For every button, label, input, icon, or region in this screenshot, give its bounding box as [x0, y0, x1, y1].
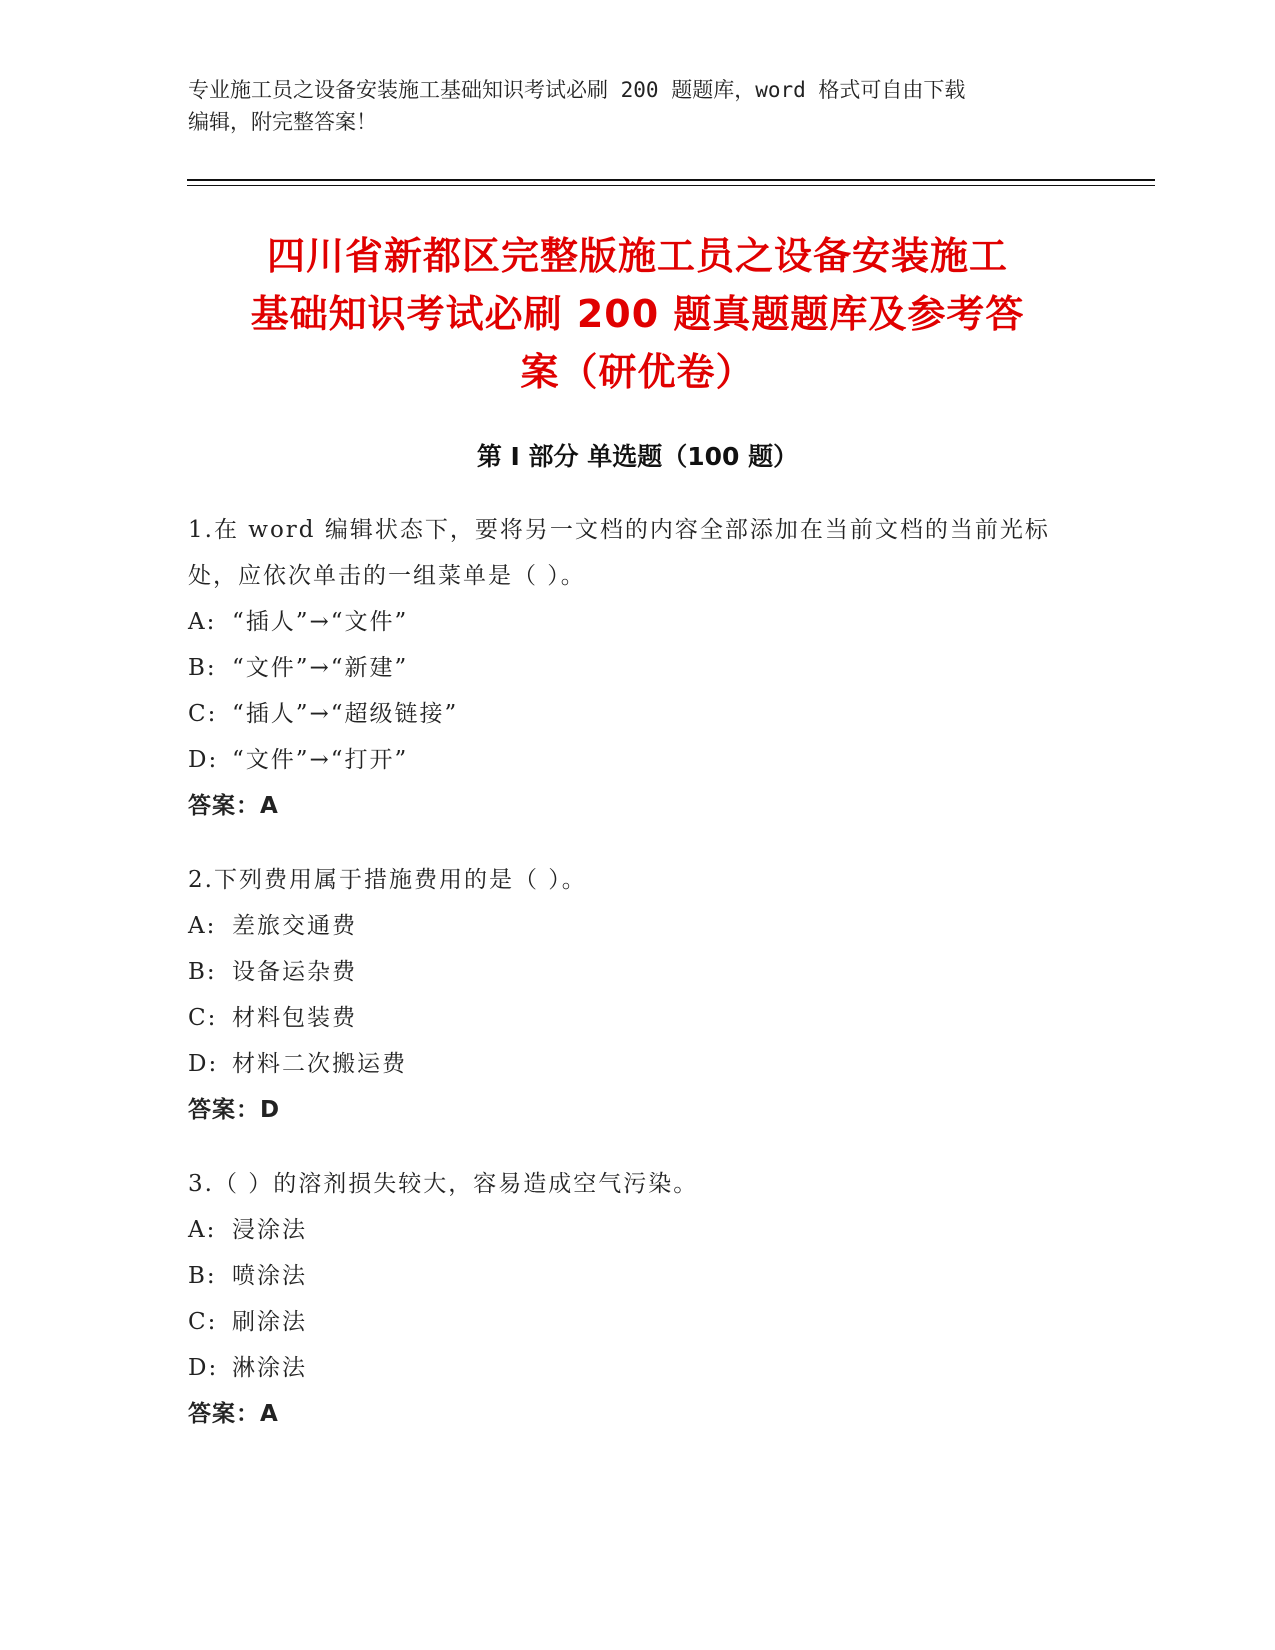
section-heading: 第 I 部分 单选题（100 题）: [476, 442, 799, 471]
title-line3: 案（研优卷）: [520, 350, 755, 394]
option-label: B:: [188, 655, 217, 681]
option-b: [188, 1253, 1068, 1299]
answer: 答案：D: [188, 1097, 281, 1123]
option-a: [188, 599, 1068, 645]
header-note-line2: 编辑，附完整答案！: [188, 110, 377, 134]
option-text: 差旅交通费: [232, 913, 357, 939]
option-a: [188, 1207, 1068, 1253]
option-label: D:: [188, 1355, 219, 1381]
option-a: [188, 903, 1068, 949]
option-label: C:: [188, 701, 218, 727]
option-c: [188, 691, 1068, 737]
document-title: [170, 227, 1105, 401]
answer: 答案：A: [188, 793, 279, 819]
option-text: “文件”→“新建”: [232, 655, 409, 681]
option-text: “插人”→“文件”: [232, 609, 409, 635]
header-note: [188, 74, 1088, 138]
header-divider-thick: [187, 179, 1155, 181]
question-stem: 2.下列费用属于措施费用的是（ ）。: [188, 867, 587, 893]
title-line1: 四川省新都区完整版施工员之设备安装施工: [266, 234, 1008, 278]
header-note-line1: 专业施工员之设备安装施工基础知识考试必刷 200 题题库，word 格式可自由下载: [188, 78, 966, 102]
option-d: [188, 1041, 1068, 1087]
option-text: 淋涂法: [232, 1355, 307, 1381]
option-text: “文件”→“打开”: [232, 747, 409, 773]
option-d: [188, 737, 1068, 783]
option-label: B:: [188, 1263, 217, 1289]
option-c: [188, 995, 1068, 1041]
option-c: [188, 1299, 1068, 1345]
option-label: A:: [188, 1217, 217, 1243]
option-label: B:: [188, 959, 217, 985]
question-3: [188, 1161, 1068, 1437]
option-text: 设备运杂费: [232, 959, 357, 985]
option-label: A:: [188, 609, 217, 635]
option-text: 喷涂法: [232, 1263, 307, 1289]
option-label: C:: [188, 1309, 218, 1335]
option-text: “插人”→“超级链接”: [232, 701, 459, 727]
question-stem: 3.（ ）的溶剂损失较大，容易造成空气污染。: [188, 1171, 699, 1197]
option-d: [188, 1345, 1068, 1391]
option-label: C:: [188, 1005, 218, 1031]
answer: 答案：A: [188, 1401, 279, 1427]
option-text: 材料二次搬运费: [232, 1051, 407, 1077]
option-text: 刷涂法: [232, 1309, 307, 1335]
question-2: [188, 857, 1068, 1133]
option-b: [188, 645, 1068, 691]
option-label: D:: [188, 1051, 219, 1077]
question-stem: 1.在 word 编辑状态下，要将另一文档的内容全部添加在当前文档的当前光标处，应依次单击的一组菜单是（ ）。: [188, 517, 1050, 589]
option-b: [188, 949, 1068, 995]
option-label: A:: [188, 913, 217, 939]
option-text: 材料包装费: [232, 1005, 357, 1031]
title-line2: 基础知识考试必刷 200 题真题题库及参考答: [250, 292, 1025, 336]
header-divider-thin: [187, 185, 1155, 186]
question-1: [188, 507, 1068, 829]
option-label: D:: [188, 747, 219, 773]
option-text: 浸涂法: [232, 1217, 307, 1243]
